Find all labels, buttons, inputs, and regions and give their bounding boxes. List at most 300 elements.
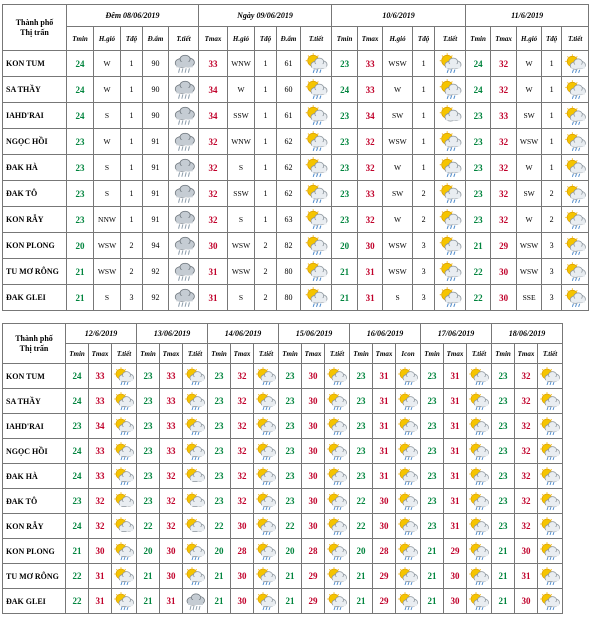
tmin-cell (421, 514, 444, 539)
sun-cloud-rain-icon (254, 439, 279, 464)
sun-cloud-rain-icon (254, 589, 279, 614)
column-label: Tmax (517, 349, 535, 358)
tmax-value: 33 (365, 188, 375, 199)
sun-cloud-rain-icon (301, 155, 332, 181)
tmin-value: 22 (285, 521, 295, 531)
tmax-cell (199, 285, 228, 311)
tmin-value: 20 (143, 546, 153, 556)
wind-direction: SW (391, 111, 404, 120)
tmax-cell (199, 233, 228, 259)
tmax-value: 30 (308, 471, 318, 481)
column-label: Tmax (204, 34, 222, 43)
tmax-cell (199, 77, 228, 103)
wind-level-cell (413, 103, 435, 129)
sun-cloud-icon (183, 489, 208, 514)
tmax-cell (160, 364, 183, 389)
tmax-cell (199, 155, 228, 181)
tmin-cell (67, 207, 94, 233)
tmin-value: 23 (214, 421, 224, 431)
tmin-value: 23 (356, 371, 366, 381)
tmax-cell (444, 514, 467, 539)
tmin-cell (492, 364, 515, 389)
sun-cloud-rain-icon (325, 489, 350, 514)
tmin-cell (492, 564, 515, 589)
column-header (350, 344, 373, 364)
tmax-cell (199, 129, 228, 155)
date-header (208, 324, 279, 344)
wind-level: 1 (263, 59, 268, 68)
tmax-value: 31 (95, 596, 105, 606)
date-header (492, 324, 563, 344)
humidity: 91 (151, 137, 160, 146)
tmin-cell (332, 259, 358, 285)
tmax-cell (199, 181, 228, 207)
column-label: Tđộ (259, 34, 272, 43)
tmax-cell (231, 464, 254, 489)
tmax-value: 31 (379, 471, 389, 481)
tmin-cell (137, 414, 160, 439)
city-cell (3, 489, 66, 514)
tmin-value: 21 (75, 292, 85, 303)
humidity-cell (143, 181, 169, 207)
tmin-value: 23 (356, 396, 366, 406)
humidity: 80 (284, 293, 293, 302)
column-header (89, 344, 112, 364)
tmin-cell (137, 489, 160, 514)
column-header (358, 27, 383, 51)
wind-level-cell (542, 51, 562, 77)
tmax-value: 32 (237, 371, 247, 381)
humidity: 94 (151, 241, 160, 250)
tmin-cell (137, 439, 160, 464)
wind-dir-cell (94, 259, 121, 285)
tmax-value: 30 (521, 596, 531, 606)
date-header (279, 324, 350, 344)
sun-cloud-rain-icon (435, 181, 466, 207)
tmax-value: 28 (308, 546, 318, 556)
sun-cloud-rain-icon (325, 564, 350, 589)
column-header (466, 27, 491, 51)
tmax-cell (89, 389, 112, 414)
tmin-cell (66, 364, 89, 389)
column-header (254, 344, 279, 364)
wind-level-cell (121, 181, 143, 207)
sun-cloud-rain-icon (435, 155, 466, 181)
tmax-cell (373, 439, 396, 464)
city-cell (3, 77, 67, 103)
tmax-cell (373, 464, 396, 489)
tmin-cell (492, 439, 515, 464)
tmin-cell (350, 414, 373, 439)
column-header (421, 344, 444, 364)
city-name: ĐAK HÀ (6, 163, 38, 172)
wind-dir-cell (228, 129, 255, 155)
tmin-value: 23 (214, 496, 224, 506)
tmin-value: 24 (75, 84, 85, 95)
sun-cloud-rain-icon (467, 514, 492, 539)
sun-cloud-rain-icon (254, 464, 279, 489)
tmax-cell (358, 181, 383, 207)
sun-cloud-rain-icon (301, 285, 332, 311)
table-row (3, 564, 563, 589)
wind-level: 1 (263, 189, 268, 198)
tmin-cell (332, 51, 358, 77)
wind-direction: S (104, 189, 110, 198)
tmax-value: 33 (166, 371, 176, 381)
tmin-cell (67, 103, 94, 129)
tmax-value: 34 (208, 110, 218, 121)
tmax-value: 32 (237, 471, 247, 481)
wind-level-cell (121, 51, 143, 77)
wind-direction: WSW (388, 241, 407, 250)
tmax-value: 30 (166, 546, 176, 556)
humidity: 91 (151, 189, 160, 198)
sun-cloud-rain-icon (301, 233, 332, 259)
sun-cloud-rain-icon (254, 489, 279, 514)
table-row (3, 233, 589, 259)
wind-dir-cell (228, 285, 255, 311)
date-header (137, 324, 208, 344)
sun-cloud-rain-icon (467, 564, 492, 589)
sun-cloud-rain-icon (562, 233, 589, 259)
city-cell (3, 464, 66, 489)
tmin-cell (332, 103, 358, 129)
tmax-cell (358, 103, 383, 129)
tmax-cell (231, 439, 254, 464)
tmin-value: 23 (427, 396, 437, 406)
tmin-cell (67, 181, 94, 207)
tmax-value: 32 (208, 162, 218, 173)
tmin-cell (66, 464, 89, 489)
tmin-cell (279, 389, 302, 414)
humidity: 82 (284, 241, 293, 250)
tmax-value: 33 (166, 421, 176, 431)
column-label: Tmin (424, 349, 440, 358)
wind-direction: SSE (522, 293, 536, 302)
tmax-cell (444, 439, 467, 464)
humidity: 61 (284, 59, 293, 68)
table-row (3, 514, 563, 539)
tmax-cell (89, 564, 112, 589)
tmin-value: 23 (427, 471, 437, 481)
sun-cloud-rain-icon (435, 129, 466, 155)
column-header (208, 344, 231, 364)
humidity-cell (143, 129, 169, 155)
wind-dir-cell (383, 233, 413, 259)
tmax-cell (444, 389, 467, 414)
tmin-cell (492, 414, 515, 439)
tmax-value: 32 (208, 188, 218, 199)
city-cell (3, 414, 66, 439)
humidity-cell (277, 155, 301, 181)
column-header (121, 27, 143, 51)
tmax-value: 33 (95, 371, 105, 381)
wind-level: 1 (549, 137, 554, 146)
wind-level-cell (542, 233, 562, 259)
city-cell (3, 51, 67, 77)
tmin-value: 22 (214, 521, 224, 531)
sun-cloud-icon (112, 489, 137, 514)
tmin-cell (66, 389, 89, 414)
tmin-cell (279, 414, 302, 439)
sun-cloud-rain-icon (435, 233, 466, 259)
tmin-cell (279, 439, 302, 464)
tmax-cell (491, 77, 517, 103)
tmin-cell (66, 539, 89, 564)
city-name: NGỌC HỒI (6, 137, 48, 146)
tmax-cell (491, 103, 517, 129)
wind-dir-cell (228, 103, 255, 129)
wind-dir-cell (517, 155, 542, 181)
tmin-cell (492, 489, 515, 514)
tmin-value: 22 (356, 521, 366, 531)
wind-level-cell (413, 77, 435, 103)
tmin-cell (350, 489, 373, 514)
tmin-value: 21 (340, 292, 350, 303)
tmin-value: 23 (285, 496, 295, 506)
tmin-cell (421, 439, 444, 464)
tmin-value: 21 (427, 546, 437, 556)
tmin-cell (279, 364, 302, 389)
tmin-cell (421, 539, 444, 564)
tmin-value: 23 (143, 446, 153, 456)
wind-level: 1 (263, 137, 268, 146)
wind-dir-cell (517, 233, 542, 259)
wind-level: 2 (129, 267, 134, 276)
sun-cloud-rain-icon (112, 439, 137, 464)
tmax-cell (160, 389, 183, 414)
wind-direction: SW (523, 111, 535, 120)
humidity-cell (277, 259, 301, 285)
column-label: Tmin (495, 349, 511, 358)
wind-dir-cell (94, 207, 121, 233)
sun-cloud-rain-icon (112, 464, 137, 489)
sun-cloud-rain-icon (562, 259, 589, 285)
tmin-cell (208, 364, 231, 389)
wind-dir-cell (94, 155, 121, 181)
tmin-cell (492, 514, 515, 539)
wind-direction: NNW (98, 215, 116, 224)
sun-cloud-rain-icon (301, 129, 332, 155)
wind-level: 1 (549, 163, 554, 172)
humidity: 90 (151, 85, 160, 94)
tmax-value: 30 (308, 421, 318, 431)
column-label: T.tiết (258, 349, 274, 358)
tmax-cell (302, 389, 325, 414)
table-row (3, 414, 563, 439)
tmax-cell (302, 364, 325, 389)
tmin-value: 23 (473, 188, 483, 199)
column-label: Đ.ẩm (280, 34, 297, 43)
table-row (3, 259, 589, 285)
wind-direction: W (394, 215, 402, 224)
wind-level: 2 (263, 267, 268, 276)
humidity-cell (277, 285, 301, 311)
sun-cloud-rain-icon (112, 589, 137, 614)
sun-cloud-rain-icon (301, 181, 332, 207)
city-cell (3, 539, 66, 564)
tmin-value: 23 (427, 421, 437, 431)
sun-cloud-rain-icon (396, 464, 421, 489)
tmax-cell (160, 539, 183, 564)
city-name: KON RẪY (6, 215, 44, 224)
tmax-value: 31 (450, 396, 460, 406)
tmin-value: 22 (72, 596, 82, 606)
wind-dir-cell (228, 181, 255, 207)
period-header (199, 5, 332, 27)
tmin-value: 23 (340, 110, 350, 121)
tmin-value: 23 (214, 471, 224, 481)
sun-cloud-rain-icon (562, 77, 589, 103)
tmax-value: 29 (308, 596, 318, 606)
wind-level: 1 (421, 59, 426, 68)
sun-cloud-rain-icon (435, 259, 466, 285)
wind-level: 1 (129, 59, 134, 68)
tmax-value: 28 (237, 546, 247, 556)
wind-level: 1 (421, 137, 426, 146)
tmin-value: 23 (473, 136, 483, 147)
tmin-cell (332, 155, 358, 181)
tmin-value: 23 (473, 110, 483, 121)
tmin-value: 23 (285, 371, 295, 381)
sun-cloud-rain-icon (112, 364, 137, 389)
city-name: ĐAK TÔ (6, 189, 38, 198)
sun-cloud-rain-icon (112, 539, 137, 564)
tmin-cell (492, 464, 515, 489)
wind-dir-cell (94, 51, 121, 77)
tmax-cell (491, 155, 517, 181)
sun-cloud-rain-icon (396, 364, 421, 389)
date-header (66, 324, 137, 344)
column-header (435, 27, 466, 51)
city-name: SA THẦY (6, 85, 41, 94)
column-label: Tmin (336, 34, 353, 43)
tmin-value: 23 (285, 446, 295, 456)
tmin-cell (350, 589, 373, 614)
tmin-cell (67, 285, 94, 311)
wind-level: 1 (263, 163, 268, 172)
wind-level: 3 (549, 267, 554, 276)
tmax-cell (231, 364, 254, 389)
rain-cloud-icon (169, 77, 199, 103)
sun-cloud-rain-icon (467, 539, 492, 564)
column-header (301, 27, 332, 51)
column-header (255, 27, 277, 51)
tmax-value: 31 (208, 292, 218, 303)
wind-dir-cell (517, 129, 542, 155)
tmax-cell (358, 51, 383, 77)
column-header (467, 344, 492, 364)
tmax-value: 30 (450, 596, 460, 606)
wind-level-cell (121, 259, 143, 285)
wind-level-cell (255, 77, 277, 103)
tmax-cell (373, 389, 396, 414)
wind-direction: WSW (97, 241, 117, 250)
tmax-cell (491, 233, 517, 259)
tmin-value: 23 (143, 396, 153, 406)
humidity: 60 (284, 85, 293, 94)
tmin-value: 21 (214, 596, 224, 606)
sun-cloud-rain-icon (467, 414, 492, 439)
tmax-value: 31 (166, 596, 176, 606)
column-label: Tmax (375, 349, 393, 358)
wind-level: 2 (421, 215, 426, 224)
tmin-value: 23 (143, 496, 153, 506)
humidity-cell (277, 233, 301, 259)
column-header (517, 27, 542, 51)
tmin-cell (137, 464, 160, 489)
tmax-cell (358, 285, 383, 311)
sun-cloud-rain-icon (325, 389, 350, 414)
wind-dir-cell (94, 103, 121, 129)
table-row (3, 364, 563, 389)
humidity: 63 (284, 215, 293, 224)
city-cell (3, 103, 67, 129)
tmax-cell (160, 514, 183, 539)
tmin-cell (66, 414, 89, 439)
wind-direction: S (238, 215, 244, 224)
sun-cloud-rain-icon (467, 464, 492, 489)
wind-level-cell (121, 207, 143, 233)
sun-cloud-rain-icon (325, 364, 350, 389)
date-label: 14/06/2019 (224, 329, 262, 338)
wind-dir-cell (383, 155, 413, 181)
column-label: T.tiết (116, 349, 132, 358)
rain-cloud-icon (169, 51, 199, 77)
tmax-cell (515, 364, 538, 389)
city-name: KON PLONG (6, 241, 55, 250)
city-cell (3, 439, 66, 464)
table-row (3, 389, 563, 414)
city-header-line2: Thị trấn (20, 27, 49, 37)
tmin-cell (66, 564, 89, 589)
wind-direction: W (525, 163, 533, 172)
wind-level: 3 (549, 293, 554, 302)
sun-cloud-rain-icon (254, 514, 279, 539)
sun-cloud-rain-icon (301, 51, 332, 77)
tmin-value: 24 (72, 371, 82, 381)
column-label: Tmax (361, 34, 379, 43)
city-name: KON TUM (6, 59, 45, 68)
tmax-value: 29 (379, 571, 389, 581)
rain-cloud-icon (169, 129, 199, 155)
tmin-cell (466, 129, 491, 155)
sun-cloud-rain-icon (467, 589, 492, 614)
tmin-value: 23 (340, 214, 350, 225)
city-cell (3, 364, 66, 389)
column-label: Tmax (233, 349, 251, 358)
column-header (491, 27, 517, 51)
city-name: ĐAK GLEI (6, 293, 46, 302)
wind-dir-cell (517, 207, 542, 233)
sun-cloud-rain-icon (538, 439, 563, 464)
column-label: Icon (401, 349, 415, 358)
wind-dir-cell (228, 155, 255, 181)
sun-cloud-rain-icon (396, 564, 421, 589)
wind-level: 2 (263, 293, 268, 302)
column-label: T.tiết (187, 349, 203, 358)
tmax-value: 34 (365, 110, 375, 121)
column-label: Tđộ (417, 34, 430, 43)
tmax-cell (199, 103, 228, 129)
tmin-value: 21 (143, 596, 153, 606)
column-header (228, 27, 255, 51)
tmax-cell (231, 564, 254, 589)
rain-cloud-icon (169, 207, 199, 233)
wind-direction: WSW (519, 267, 539, 276)
tmax-value: 32 (237, 446, 247, 456)
column-header (444, 344, 467, 364)
